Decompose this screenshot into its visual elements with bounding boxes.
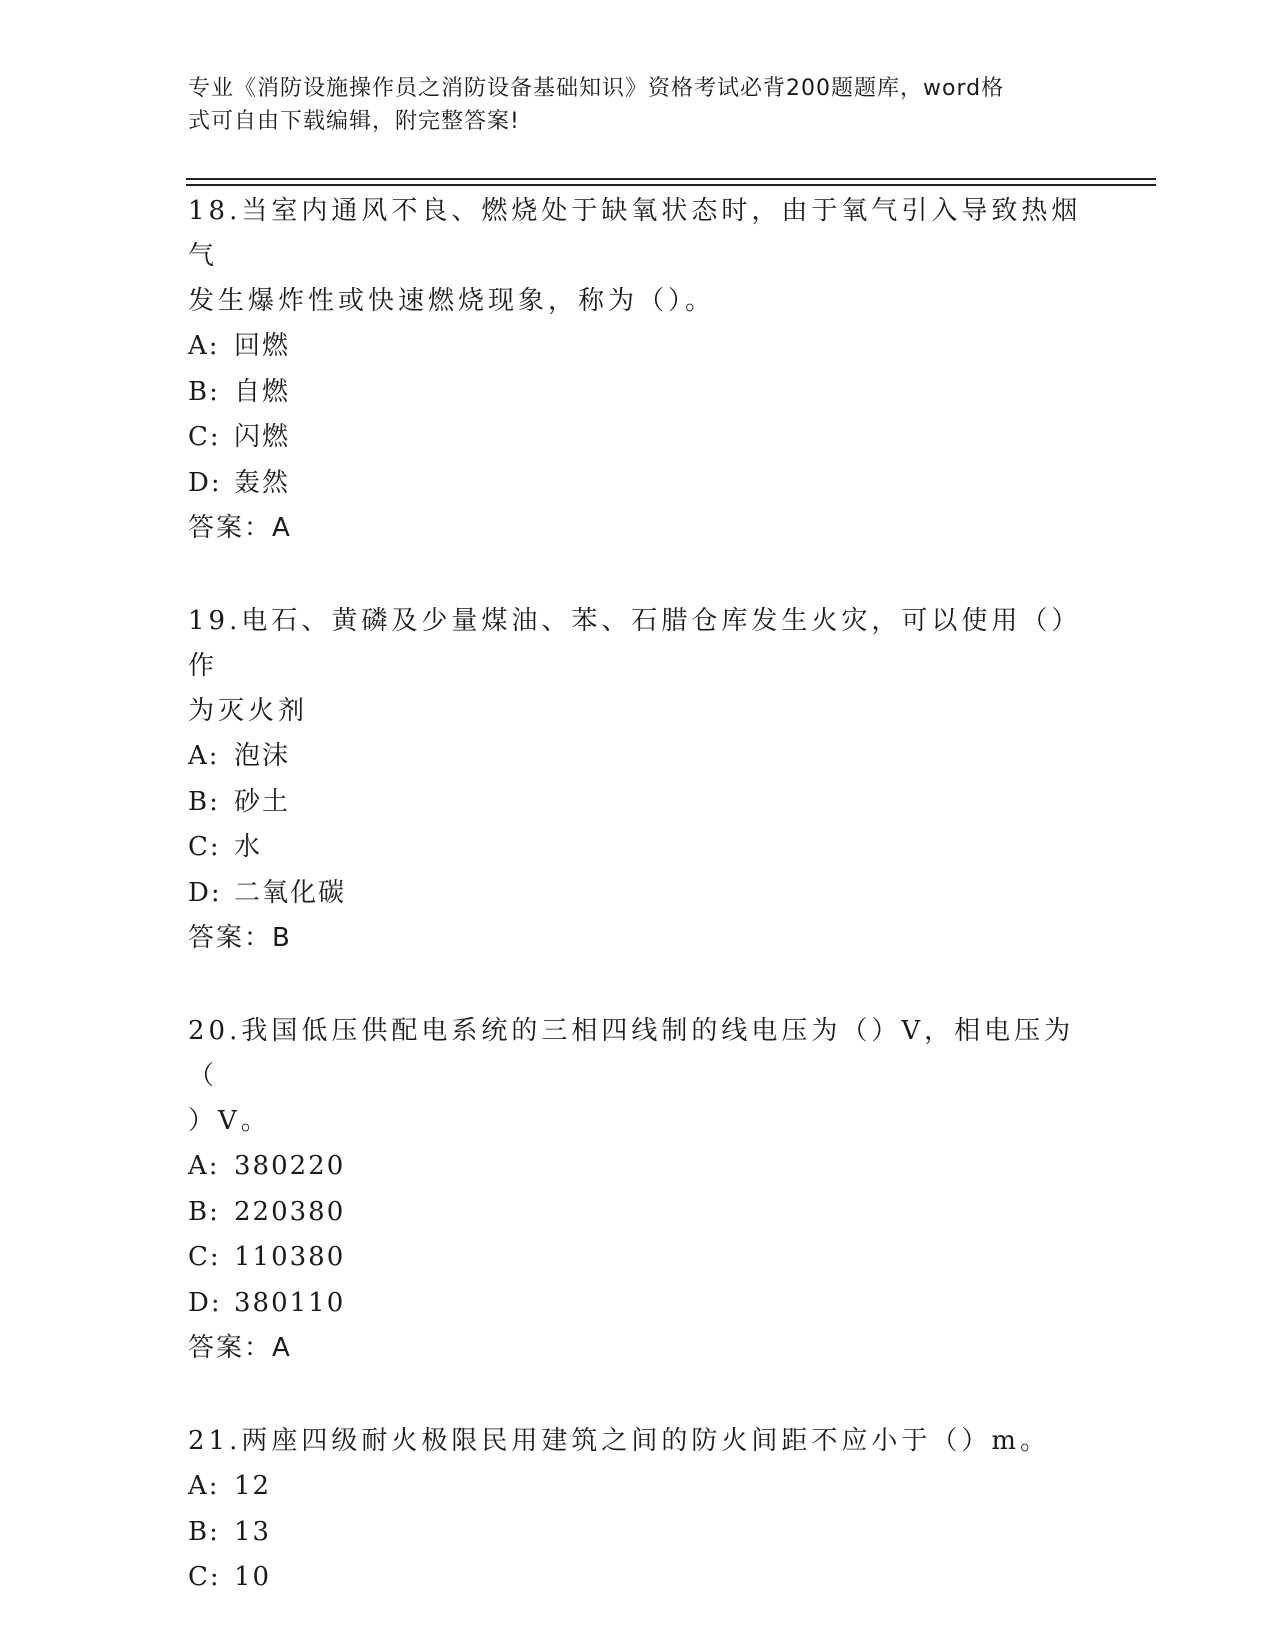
option-text: 12 [234, 1471, 272, 1501]
option-text: 220380 [234, 1196, 346, 1227]
option-text: 泡沫 [234, 741, 291, 771]
header-divider-top [186, 178, 1156, 180]
option-key: B: [188, 376, 220, 407]
option-key: D: [188, 1287, 222, 1318]
question-stem-line: 发生爆炸性或快速燃烧现象，称为（）。 [188, 286, 716, 316]
answer-line: 答案：B [188, 923, 292, 953]
option-text: 380110 [234, 1287, 346, 1318]
option-key: C: [188, 832, 221, 862]
option-text: 380220 [234, 1151, 346, 1181]
option-c [188, 415, 1088, 461]
spacer [188, 551, 1088, 596]
answer-line: 答案：A [188, 1333, 292, 1363]
option-key: A: [188, 331, 220, 361]
answer-line: 答案：A [188, 513, 292, 543]
question-21 [188, 1419, 1088, 1601]
option-text: 10 [234, 1562, 272, 1592]
option-key: D: [188, 467, 222, 498]
question-stem [188, 1419, 1088, 1464]
option-key: B: [188, 1196, 220, 1227]
option-key: A: [188, 741, 220, 771]
option-a [188, 324, 1088, 370]
question-list [188, 186, 1088, 1601]
option-d [188, 1281, 1088, 1327]
question-19 [188, 599, 1088, 961]
question-stem [188, 1009, 1088, 1144]
option-c [188, 1555, 1088, 1601]
spacer [188, 1371, 1088, 1416]
option-key: A: [188, 1471, 220, 1501]
question-stem-line: 20.我国低压供配电系统的三相四线制的线电压为（）V，相电压为（ [188, 1016, 1075, 1091]
option-d [188, 461, 1088, 507]
option-text: 自燃 [234, 376, 291, 407]
option-key: A: [188, 1151, 220, 1181]
option-a [188, 734, 1088, 780]
option-b [188, 1190, 1088, 1236]
option-key: C: [188, 1562, 221, 1592]
question-stem-line: 19.电石、黄磷及少量煤油、苯、石腊仓库发生火灾，可以使用（）作 [188, 606, 1082, 681]
option-text: 13 [234, 1516, 272, 1547]
option-b [188, 1510, 1088, 1556]
option-text: 轰然 [234, 467, 291, 498]
question-stem [188, 599, 1088, 734]
option-d [188, 871, 1088, 917]
option-c [188, 1235, 1088, 1281]
option-text: 110380 [234, 1242, 346, 1272]
option-b [188, 370, 1088, 416]
question-stem-line: 21.两座四级耐火极限民用建筑之间的防火间距不应小于（）m。 [188, 1426, 1051, 1456]
option-a [188, 1144, 1088, 1190]
option-key: C: [188, 422, 221, 452]
option-text: 闪燃 [234, 422, 291, 452]
option-text: 二氧化碳 [234, 877, 347, 908]
option-key: C: [188, 1242, 221, 1272]
question-20 [188, 1009, 1088, 1371]
option-text: 砂土 [234, 786, 291, 817]
header-line-2: 式可自由下载编辑，附完整答案! [188, 109, 520, 134]
option-key: B: [188, 786, 220, 817]
option-text: 回燃 [234, 331, 291, 361]
option-a [188, 1464, 1088, 1510]
question-stem-line: 18.当室内通风不良、燃烧处于缺氧状态时，由于氧气引入导致热烟气 [188, 196, 1082, 271]
spacer [188, 961, 1088, 1006]
document-header [188, 72, 1068, 138]
question-18 [188, 189, 1088, 551]
option-b [188, 780, 1088, 826]
option-c [188, 825, 1088, 871]
question-stem-line: ）V。 [188, 1106, 271, 1136]
option-key: B: [188, 1516, 220, 1547]
option-key: D: [188, 877, 222, 908]
question-stem-line: 为灭火剂 [188, 696, 309, 726]
header-line-1: 专业《消防设施操作员之消防设备基础知识》资格考试必背200题题库，word格 [188, 76, 1005, 101]
question-stem [188, 189, 1088, 324]
option-text: 水 [234, 832, 263, 862]
